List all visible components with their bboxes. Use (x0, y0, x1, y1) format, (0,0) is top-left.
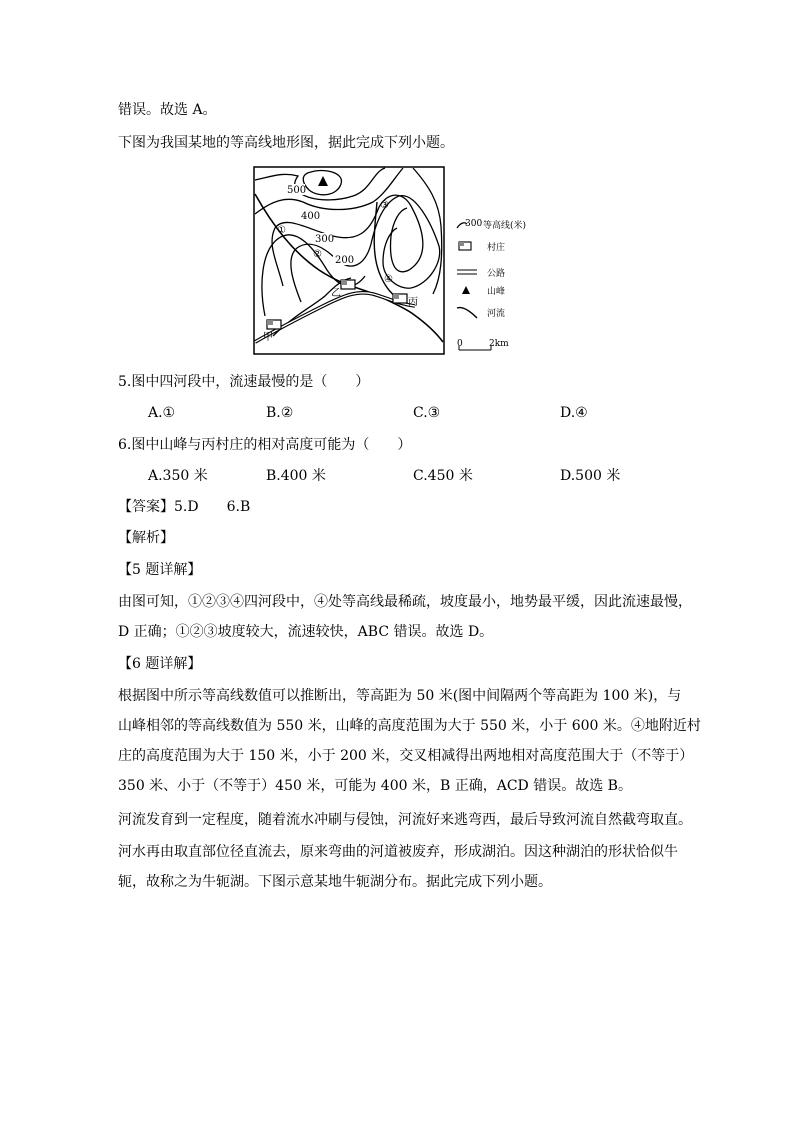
village-icon-jia (267, 320, 281, 329)
village-icon-bing (393, 294, 407, 303)
question-5: 5.图中四河段中，流速最慢的是（ ） (118, 374, 370, 390)
river-mark-4: ④ (384, 274, 393, 285)
question-6: 6.图中山峰与丙村庄的相对高度可能为（ ） (118, 437, 412, 453)
legend-road-text: 公路 (487, 269, 506, 279)
river-mark-2: ② (313, 249, 322, 260)
q5-option-c: C.③ (413, 405, 441, 421)
contour-line-inner-b (413, 168, 442, 294)
river-mark-3: ③ (380, 200, 389, 211)
legend-village-text: 村庄 (487, 243, 506, 253)
contour-label-300: 300 (315, 234, 335, 245)
oxbow-paragraph-line-2: 河水再由取直部位径直流去，原来弯曲的河道被废弃，形成湖泊。因这种湖泊的形状恰似牛 (118, 844, 678, 860)
q5-option-b: B.② (266, 405, 294, 421)
answer-line: 【答案】5.D 6.B (118, 499, 251, 515)
village-label-bing: 丙 (408, 297, 418, 308)
legend-peak-text: 山峰 (487, 287, 506, 297)
prev-answer-end: 错误。故选 A。 (118, 102, 217, 118)
scale-bar (459, 346, 491, 350)
q6-option-c: C.450 米 (413, 468, 473, 484)
legend-contour-text: 等高线(米) (483, 221, 527, 231)
intro-text: 下图为我国某地的等高线地形图，据此完成下列小题。 (118, 135, 454, 151)
river-mark-1: ① (277, 225, 286, 236)
q6-detail-line-1: 根据图中所示等高线数值可以推断出，等高距为 50 米(图中间隔两个等高距为 100 米)，与 (118, 688, 682, 704)
q6-option-d: D.500 米 (560, 468, 621, 484)
q6-detail-line-4: 350 米、小于（不等于）450 米，可能为 400 米，B 正确，ACD 错误。故选 B。 (118, 778, 632, 794)
scale-label-0: 0 (457, 339, 463, 349)
river-tributary-line (374, 202, 403, 302)
village-label-jia: 甲 (263, 332, 273, 343)
contour-label-500: 500 (287, 185, 307, 196)
q6-detail-line-3: 庄的高度范围为大于 150 米，小于 200 米，交叉相减得出两地相对高度范围大于（不等于） (118, 748, 694, 764)
legend-river-text: 河流 (487, 309, 506, 319)
mountain-peak-icon (318, 176, 328, 186)
legend-contour-value: 300 (465, 219, 483, 229)
scale-label-2km: 2km (489, 339, 509, 349)
contour-map-figure (253, 166, 527, 356)
legend-village-icon (459, 242, 471, 250)
legend-river-icon (457, 308, 477, 318)
analysis-heading: 【解析】 (118, 530, 174, 546)
q5-detail-line-2: D 正确；①②③坡度较大，流速较快，ABC 错误。故选 D。 (118, 624, 494, 640)
q6-detail-heading: 【6 题详解】 (118, 656, 202, 672)
q5-option-a: A.① (148, 405, 176, 421)
legend-peak-icon (462, 286, 470, 294)
river-line (255, 194, 443, 342)
q5-option-d: D.④ (560, 405, 588, 421)
q5-detail-heading: 【5 题详解】 (118, 562, 202, 578)
oxbow-paragraph-line-1: 河流发育到一定程度，随着流水冲刷与侵蚀，河流好来逃弯西，最后导致河流自然截弯取直。 (118, 812, 692, 828)
q6-option-a: A.350 米 (148, 468, 208, 484)
q6-option-b: B.400 米 (266, 468, 326, 484)
oxbow-paragraph-line-3: 轭，故称之为牛轭湖。下图示意某地牛轭湖分布。据此完成下列小题。 (118, 874, 552, 890)
contour-label-400: 400 (301, 211, 321, 222)
village-label-yi: 乙 (331, 288, 341, 299)
village-icon-yi (341, 280, 355, 289)
q6-detail-line-2: 山峰相邻的等高线数值为 550 米，山峰的高度范围为大于 550 米，小于 600 米。④地附近村 (118, 718, 701, 734)
contour-label-200: 200 (335, 255, 355, 266)
q5-detail-line-1: 由图可知，①②③④四河段中，④处等高线最稀疏，坡度最小，地势最平缓，因此流速最慢， (118, 594, 692, 610)
